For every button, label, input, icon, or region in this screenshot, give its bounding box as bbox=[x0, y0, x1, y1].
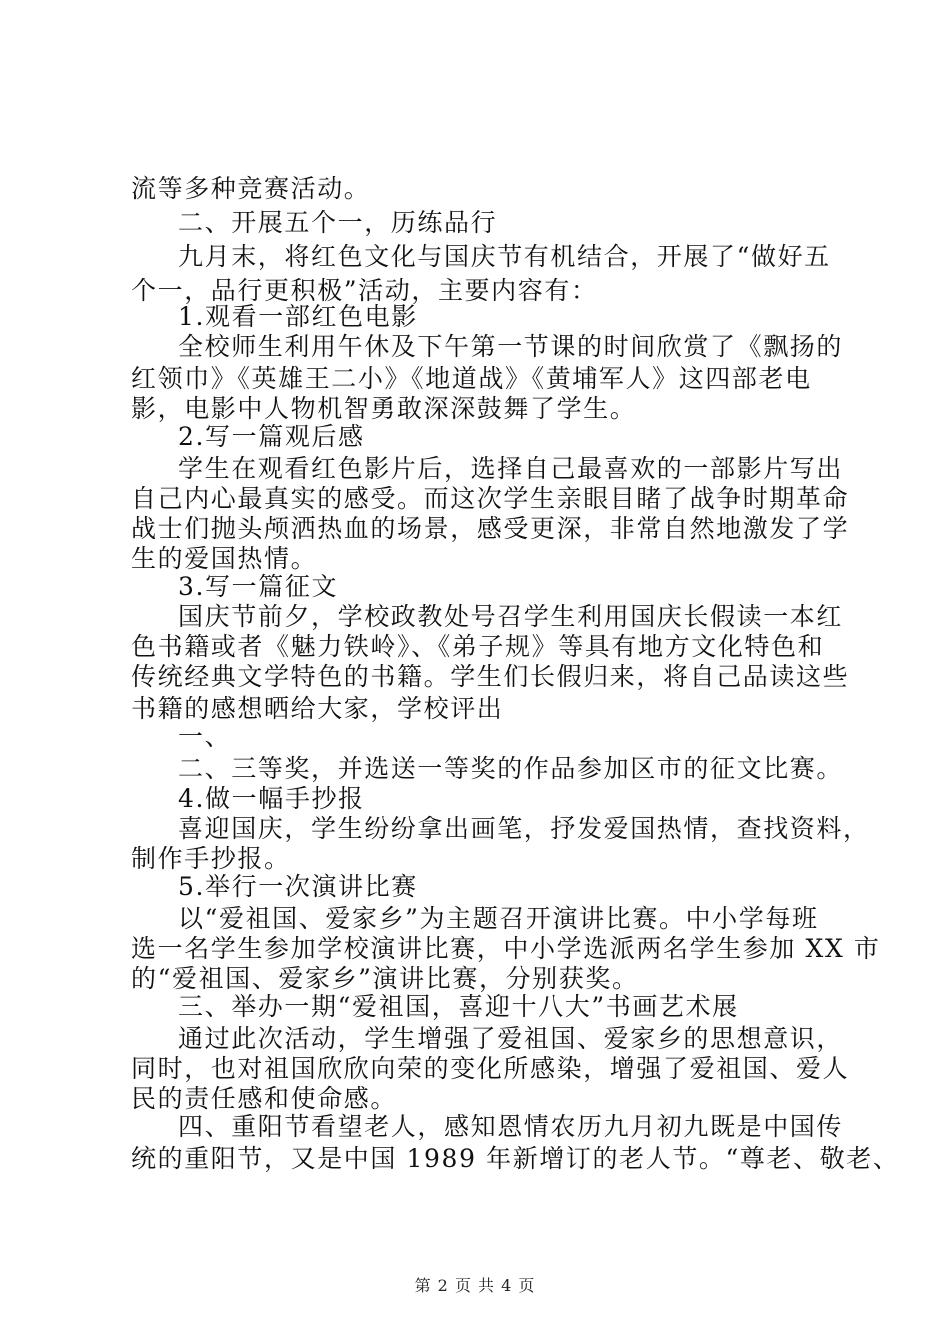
text-line: 统的重阳节，又是中国 1989 年新增订的老人节。“尊老、敬老、 bbox=[131, 1144, 900, 1173]
subsection-heading: 4.做一幅手抄报 bbox=[178, 784, 365, 813]
text-line: 自己内心最真实的感受。而这次学生亲眼目睹了战争时期革命 bbox=[131, 484, 850, 513]
text-line: 喜迎国庆，学生纷纷拿出画笔，抒发爱国热情，查找资料， bbox=[178, 814, 870, 843]
text-line: 个一，品行更积极”活动，主要内容有： bbox=[131, 276, 598, 305]
text-line: 九月末，将红色文化与国庆节有机结合，开展了“做好五 bbox=[178, 242, 831, 271]
subsection-heading: 2.写一篇观后感 bbox=[178, 422, 365, 451]
text-line: 国庆节前夕，学校政教处号召学生利用国庆长假读一本红 bbox=[178, 602, 844, 631]
subsection-heading: 5.举行一次演讲比赛 bbox=[178, 872, 418, 901]
text-line: 通过此次活动，学生增强了爱祖国、爱家乡的思想意识， bbox=[178, 1024, 844, 1053]
text-line: 生的爱国热情。 bbox=[131, 544, 318, 573]
text-line: 民的责任感和使命感。 bbox=[131, 1084, 398, 1113]
text-line: 书籍的感想晒给大家，学校评出 bbox=[131, 694, 504, 723]
text-line: 全校师生利用午休及下午第一节课的时间欣赏了《飘扬的 bbox=[178, 332, 844, 361]
text-line: 学生在观看红色影片后，选择自己最喜欢的一部影片写出 bbox=[178, 454, 844, 483]
page-number-footer: 第 2 页 共 4 页 bbox=[414, 1276, 536, 1295]
text-line: 的“爱祖国、爱家乡”演讲比赛，分别获奖。 bbox=[131, 964, 639, 993]
text-line: 一、 bbox=[178, 722, 232, 751]
text-line: 色书籍或者《魅力铁岭》、《弟子规》等具有地方文化特色和 bbox=[131, 632, 825, 661]
text-line: 制作手抄报。 bbox=[131, 844, 291, 873]
text-line: 战士们抛头颅洒热血的场景，感受更深，非常自然地激发了学 bbox=[131, 514, 850, 543]
text-line: 流等多种竞赛活动。 bbox=[131, 174, 371, 203]
subsection-heading: 3.写一篇征文 bbox=[178, 572, 339, 601]
text-line: 同时，也对祖国欣欣向荣的变化所感染，增强了爱祖国、爱人 bbox=[131, 1054, 850, 1083]
subsection-heading: 1.观看一部红色电影 bbox=[178, 302, 418, 331]
section-heading: 三、举办一期“爱祖国，喜迎十八大”书画艺术展 bbox=[178, 992, 739, 1021]
text-line: 传统经典文学特色的书籍。学生们长假归来，将自己品读这些 bbox=[131, 662, 850, 691]
text-line: 以“爱祖国、爱家乡”为主题召开演讲比赛。中小学每班 bbox=[178, 904, 819, 933]
section-heading: 二、开展五个一，历练品行 bbox=[178, 208, 498, 237]
text-line: 二、三等奖，并选送一等奖的作品参加区市的征文比赛。 bbox=[178, 754, 844, 783]
text-line: 红领巾》《英雄王二小》《地道战》《黄埔军人》这四部老电 bbox=[131, 364, 812, 393]
text-line: 选一名学生参加学校演讲比赛，中小学选派两名学生参加 XX 市 bbox=[131, 934, 881, 963]
text-line: 影，电影中人物机智勇敢深深鼓舞了学生。 bbox=[131, 394, 637, 423]
section-heading: 四、重阳节看望老人，感知恩情农历九月初九既是中国传 bbox=[178, 1112, 844, 1141]
